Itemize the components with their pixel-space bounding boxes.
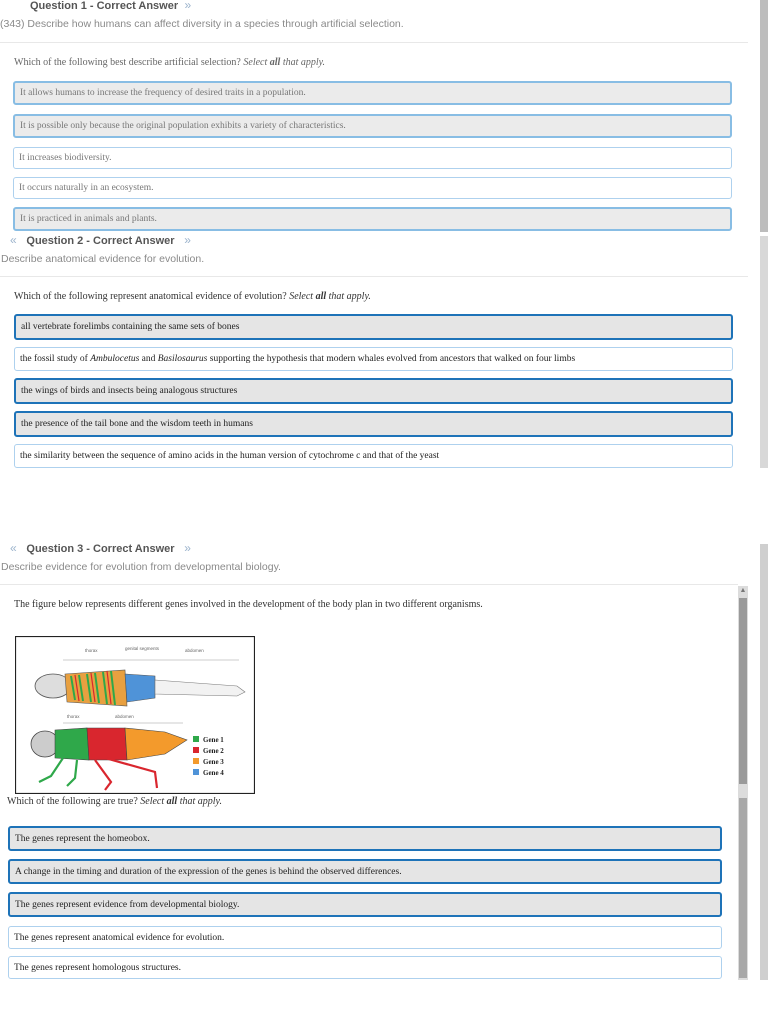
q2-option-5[interactable]	[14, 444, 733, 468]
page-scrollbar-middle[interactable]	[760, 236, 768, 468]
q2-option-2-pre: the fossil study of	[20, 354, 88, 364]
q2-stem-suffix: that apply.	[328, 291, 371, 302]
legend-gene-4: Gene 4	[203, 769, 224, 777]
q2-option-label: the similarity between the sequence of amino acids in the human version of cytochrome c and that of the yeast	[20, 451, 440, 461]
q3-header	[10, 541, 191, 555]
q2-option-2-genus-1: Ambulocetus	[90, 354, 140, 364]
double-chevron-right-icon[interactable]: »	[181, 0, 192, 12]
fig-label-abdomen-bottom: abdomen	[115, 714, 134, 719]
q2-option-label: all vertebrate forelimbs containing the same sets of bones	[21, 322, 240, 332]
legend-gene-2: Gene 2	[203, 747, 224, 755]
q3-option-2[interactable]	[8, 859, 722, 884]
fig-label-abdomen-top: abdomen	[185, 648, 204, 653]
q3-scrollbar-thumb[interactable]	[739, 598, 747, 784]
page-scrollbar-bottom[interactable]	[760, 544, 768, 980]
q1-option-4[interactable]	[13, 177, 732, 199]
q3-stem-all: all	[166, 796, 178, 807]
q3-divider	[0, 584, 738, 585]
double-chevron-left-icon[interactable]: «	[10, 233, 24, 247]
double-chevron-left-icon[interactable]: «	[10, 541, 24, 555]
q3-option-3[interactable]	[8, 892, 722, 917]
q1-question-stem	[14, 57, 325, 68]
q2-header-label: Question 2 - Correct Answer	[26, 235, 175, 247]
q1-option-label: It is possible only because the original population exhibits a variety of characteristics.	[20, 121, 346, 131]
q1-option-5[interactable]	[13, 207, 732, 231]
fig-label-thorax-top: thorax	[85, 648, 98, 653]
q1-subtitle: (343) Describe how humans can affect diversity in a species through artificial selection.	[0, 18, 404, 30]
page-scrollbar-top[interactable]	[760, 0, 768, 232]
q2-divider	[0, 276, 748, 277]
q2-option-2[interactable]	[14, 347, 733, 371]
q3-subtitle: Describe evidence for evolution from developmental biology.	[1, 561, 281, 573]
q2-option-label: the presence of the tail bone and the wisdom teeth in humans	[21, 419, 253, 429]
q3-option-1[interactable]	[8, 826, 722, 851]
legend-swatch-gene-2	[193, 747, 199, 753]
q2-question-stem	[14, 291, 371, 302]
q3-option-label: A change in the timing and duration of the expression of the genes is behind the observed differences.	[15, 866, 402, 877]
q3-stem-select: Select	[140, 796, 165, 807]
bottom-organism-thorax	[55, 728, 89, 760]
bottom-organism-abdomen-red	[87, 728, 127, 760]
q1-option-3[interactable]	[13, 147, 732, 169]
q3-stem-text: Which of the following are true?	[7, 796, 138, 807]
legend-gene-3: Gene 3	[203, 758, 224, 766]
double-chevron-right-icon[interactable]: »	[177, 233, 191, 247]
q3-option-label: The genes represent the homeobox.	[15, 833, 150, 844]
q2-subtitle: Describe anatomical evidence for evolution.	[1, 253, 205, 265]
q2-option-2-mid: and	[141, 354, 156, 364]
q1-option-1[interactable]	[13, 81, 732, 105]
top-organism-genital	[125, 674, 155, 702]
legend-swatch-gene-1	[193, 736, 199, 742]
q1-stem-all: all	[269, 57, 281, 68]
q1-stem-select: Select	[243, 57, 268, 68]
legend-swatch-gene-3	[193, 758, 199, 764]
q1-option-2[interactable]	[13, 114, 732, 138]
legend-gene-1: Gene 1	[203, 736, 224, 744]
q2-option-label	[20, 354, 575, 364]
q1-stem-text: Which of the following best describe artificial selection?	[14, 57, 241, 68]
q3-stem-suffix: that apply.	[179, 796, 222, 807]
q3-option-4[interactable]	[8, 926, 722, 949]
q3-option-label: The genes represent anatomical evidence for evolution.	[14, 932, 225, 943]
q2-option-label: the wings of birds and insects being analogous structures	[21, 386, 238, 396]
q1-header-label: Question 1 - Correct Answer	[30, 0, 179, 12]
q2-option-3[interactable]	[14, 378, 733, 404]
scroll-up-arrow-icon[interactable]: ▲	[739, 587, 747, 594]
fig-label-thorax-bottom: thorax	[67, 714, 80, 719]
q3-figure-intro: The figure below represents different genes involved in the development of the body plan in two different organisms.	[14, 599, 483, 610]
legend-swatch-gene-4	[193, 769, 199, 775]
fig-label-genital-top: genital segments	[125, 646, 160, 651]
q2-option-1[interactable]	[14, 314, 733, 340]
q1-stem-suffix: that apply.	[282, 57, 326, 68]
q1-option-label: It allows humans to increase the frequency of desired traits in a population.	[20, 88, 306, 98]
q3-question-stem	[7, 796, 222, 807]
q1-option-label: It occurs naturally in an ecosystem.	[19, 183, 154, 193]
q1-header	[30, 0, 191, 12]
q2-option-2-genus-2: Basilosaurus	[157, 354, 208, 364]
q3-scrollbar-lower-thumb[interactable]	[739, 798, 747, 978]
q1-option-label: It is practiced in animals and plants.	[20, 214, 157, 224]
q3-option-5[interactable]	[8, 956, 722, 979]
q2-option-4[interactable]	[14, 411, 733, 437]
q2-stem-all: all	[315, 291, 327, 302]
q1-option-label: It increases biodiversity.	[19, 153, 112, 163]
double-chevron-right-icon[interactable]: »	[177, 541, 191, 555]
q3-option-label: The genes represent evidence from developmental biology.	[15, 899, 240, 910]
q2-stem-select: Select	[289, 291, 314, 302]
q1-divider	[0, 42, 748, 43]
q2-stem-text: Which of the following represent anatomical evidence of evolution?	[14, 291, 287, 302]
q2-header	[10, 233, 191, 247]
q3-header-label: Question 3 - Correct Answer	[26, 543, 175, 555]
gene-expression-figure	[15, 636, 255, 794]
q3-option-label: The genes represent homologous structures.	[14, 962, 181, 973]
q2-option-2-post: supporting the hypothesis that modern whales evolved from ancestors that walked on four limbs	[209, 354, 576, 364]
